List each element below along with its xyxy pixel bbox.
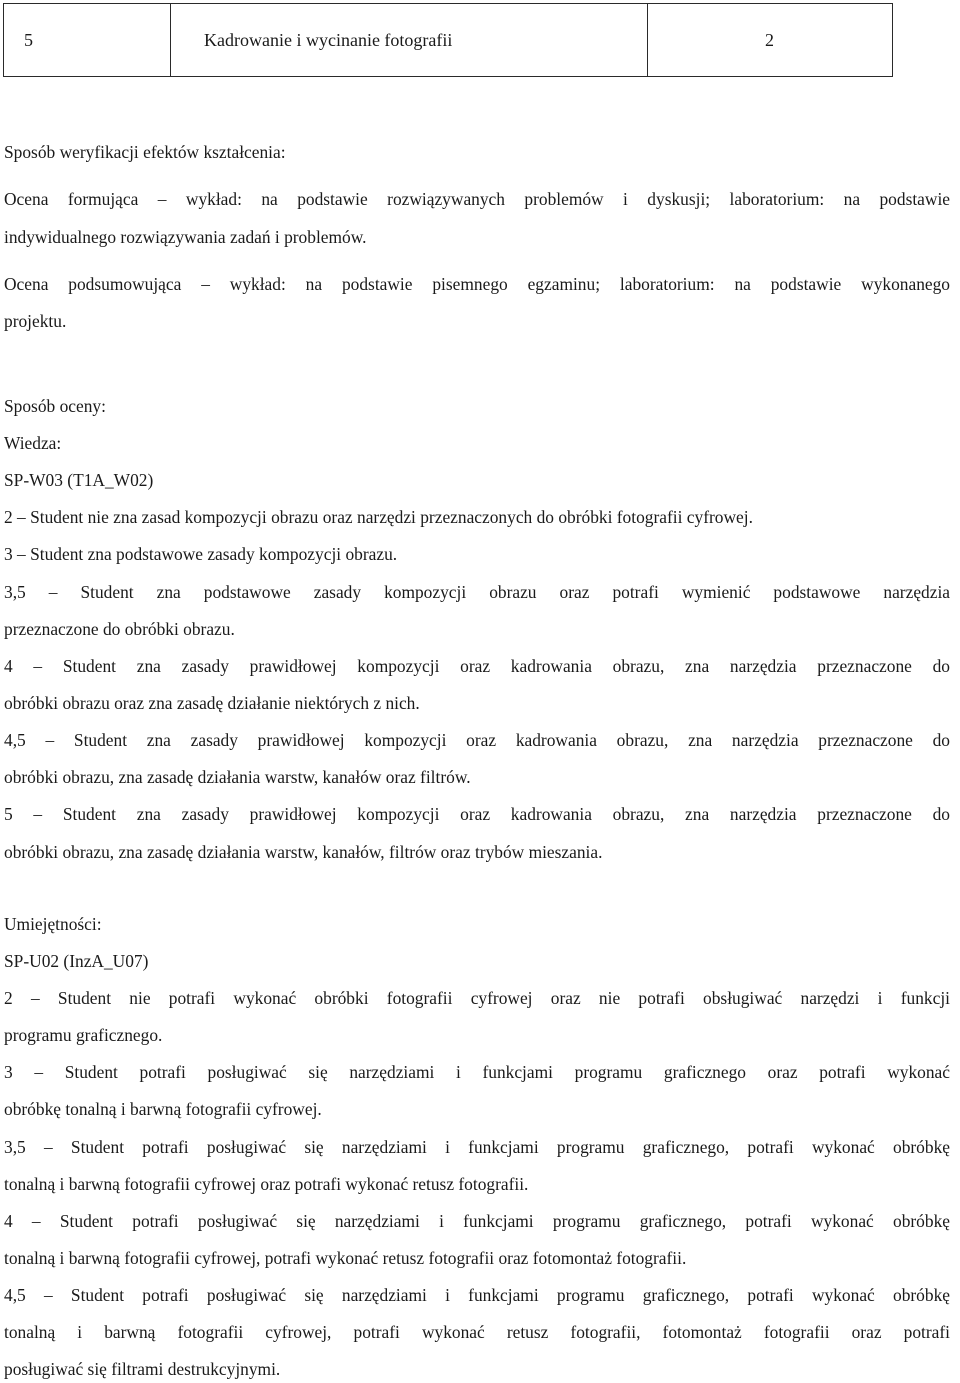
knowledge-code: SP-W03 (T1A_W02) bbox=[4, 470, 154, 490]
verification-line: Ocena podsumowująca – wykład: na podstawie pisemnego egzaminu; laboratorium: na podstawie wykonanego bbox=[4, 274, 950, 294]
skills-heading: Umiejętności: bbox=[4, 914, 102, 934]
knowledge-line: 3 – Student zna podstawowe zasady kompozycji obrazu. bbox=[4, 544, 398, 564]
verification-line: Ocena formująca – wykład: na podstawie rozwiązywanych problemów i dyskusji; laboratorium: na podstawie bbox=[4, 189, 950, 209]
skills-line: tonalną i barwną fotografii cyfrowej oraz potrafi wykonać retusz fotografii. bbox=[4, 1174, 529, 1194]
knowledge-line: 2 – Student nie zna zasad kompozycji obrazu oraz narzędzi przeznaczonych do obróbki fotografii cyfrowej. bbox=[4, 507, 753, 527]
knowledge-line: przeznaczone do obróbki obrazu. bbox=[4, 619, 235, 639]
knowledge-line: 5 – Student zna zasady prawidłowej kompozycji oraz kadrowania obrazu, zna narzędzia przeznaczone do bbox=[4, 804, 950, 824]
knowledge-line: obróbki obrazu oraz zna zasadę działanie niektórych z nich. bbox=[4, 693, 420, 713]
table-row bbox=[4, 4, 893, 77]
verification-line: indywidualnego rozwiązywania zadań i problemów. bbox=[4, 227, 367, 247]
skills-line: 3 – Student potrafi posługiwać się narzędziami i funkcjami programu graficznego oraz potrafi wykonać bbox=[4, 1062, 950, 1082]
knowledge-heading: Wiedza: bbox=[4, 433, 62, 453]
verification-heading: Sposób weryfikacji efektów kształcenia: bbox=[4, 142, 286, 162]
skills-line: posługiwać się filtrami destrukcyjnymi. bbox=[4, 1359, 281, 1379]
topic-title-cell: Kadrowanie i wycinanie fotografii bbox=[171, 4, 648, 77]
topic-hours-cell: 2 bbox=[648, 4, 893, 77]
skills-code: SP-U02 (InzA_U07) bbox=[4, 951, 149, 971]
skills-line: 4,5 – Student potrafi posługiwać się narzędziami i funkcjami programu graficznego, potrafi wykonać obróbkę bbox=[4, 1285, 950, 1305]
knowledge-line: 4,5 – Student zna zasady prawidłowej kompozycji oraz kadrowania obrazu, zna narzędzia przeznaczone do bbox=[4, 730, 950, 750]
topic-table bbox=[3, 3, 893, 77]
topic-number-cell: 5 bbox=[4, 4, 171, 77]
skills-line: 2 – Student nie potrafi wykonać obróbki fotografii cyfrowej oraz nie potrafi obsługiwać narzędzi i funkcji bbox=[4, 988, 950, 1008]
skills-line: 3,5 – Student potrafi posługiwać się narzędziami i funkcjami programu graficznego, potrafi wykonać obróbkę bbox=[4, 1137, 950, 1157]
skills-line: 4 – Student potrafi posługiwać się narzędziami i funkcjami programu graficznego, potrafi wykonać obróbkę bbox=[4, 1211, 950, 1231]
verification-line: projektu. bbox=[4, 311, 67, 331]
knowledge-line: obróbki obrazu, zna zasadę działania warstw, kanałów, filtrów oraz trybów mieszania. bbox=[4, 842, 603, 862]
grading-heading: Sposób oceny: bbox=[4, 396, 106, 416]
skills-line: obróbkę tonalną i barwną fotografii cyfrowej. bbox=[4, 1099, 322, 1119]
skills-line: tonalną i barwną fotografii cyfrowej, potrafi wykonać retusz fotografii, fotomontaż fotografii oraz potrafi bbox=[4, 1322, 950, 1342]
skills-line: tonalną i barwną fotografii cyfrowej, potrafi wykonać retusz fotografii oraz fotomontaż fotografii. bbox=[4, 1248, 687, 1268]
knowledge-line: obróbki obrazu, zna zasadę działania warstw, kanałów oraz filtrów. bbox=[4, 767, 471, 787]
knowledge-line: 4 – Student zna zasady prawidłowej kompozycji oraz kadrowania obrazu, zna narzędzia przeznaczone do bbox=[4, 656, 950, 676]
skills-line: programu graficznego. bbox=[4, 1025, 163, 1045]
knowledge-line: 3,5 – Student zna podstawowe zasady kompozycji obrazu oraz potrafi wymienić podstawowe narzędzia bbox=[4, 582, 950, 602]
